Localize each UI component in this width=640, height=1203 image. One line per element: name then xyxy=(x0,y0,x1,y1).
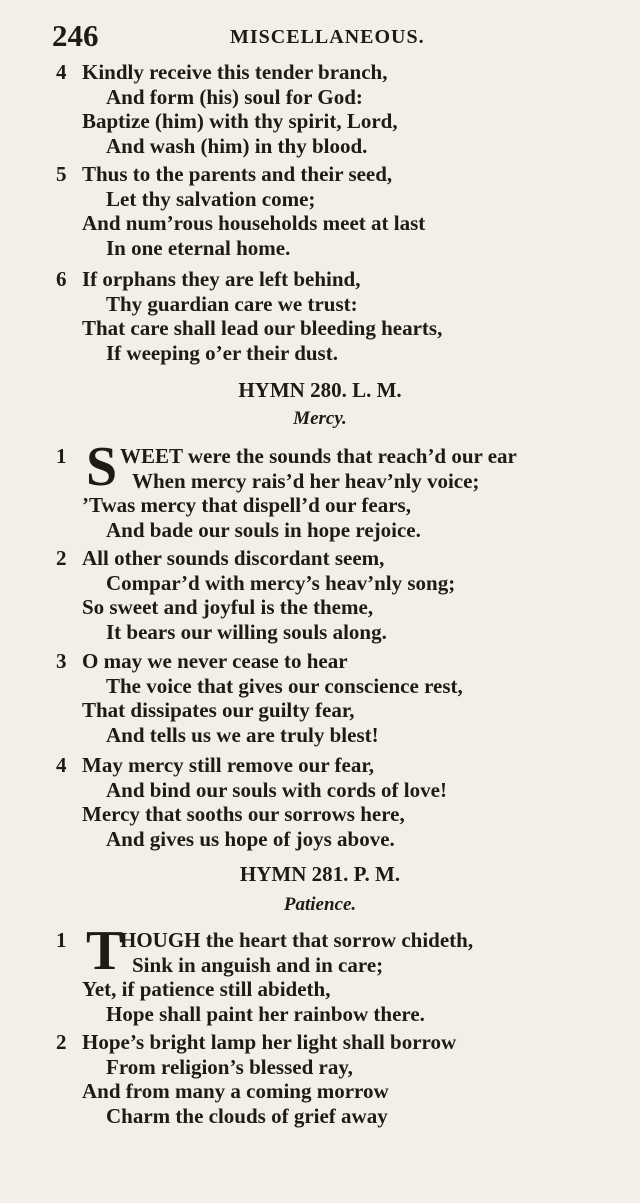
verse-line: Baptize (him) with thy spirit, Lord, xyxy=(82,109,398,133)
verse-line: Thy guardian care we trust: xyxy=(106,291,358,316)
verse-line: Hope shall paint her rainbow there. xyxy=(106,1001,425,1026)
stanza-number: 5 xyxy=(56,162,67,186)
page-number: 246 xyxy=(52,18,99,53)
stanza-280-1 xyxy=(56,436,626,542)
verse-line: When mercy rais’d her heav’nly voice; xyxy=(132,468,480,493)
stanza-279-6 xyxy=(56,267,626,365)
verse-line: And gives us hope of joys above. xyxy=(106,826,395,851)
verse-line: HOUGH the heart that sorrow chideth, xyxy=(120,928,474,952)
verse-line: From religion’s blessed ray, xyxy=(106,1054,353,1079)
verse-line: Compar’d with mercy’s heav’nly song; xyxy=(106,570,456,595)
verse-line: Charm the clouds of grief away xyxy=(106,1103,388,1128)
stanza-number: 2 xyxy=(56,1030,67,1054)
stanza-number: 1 xyxy=(56,444,67,468)
stanza-280-4 xyxy=(56,753,626,851)
stanza-280-2 xyxy=(56,546,626,644)
verse-line: If orphans they are left behind, xyxy=(82,267,361,291)
stanza-number: 3 xyxy=(56,649,67,673)
drop-cap: S xyxy=(86,436,118,498)
stanza-number: 4 xyxy=(56,60,67,84)
hymn-title: HYMN 281. P. M. xyxy=(239,862,401,886)
verse-line: That dissipates our guilty fear, xyxy=(82,698,355,722)
verse-line: And form (his) soul for God: xyxy=(106,84,363,109)
verse-line: That care shall lead our bleeding hearts, xyxy=(82,316,443,340)
hymn-subtitle: Mercy. xyxy=(293,408,347,429)
stanza-279-5 xyxy=(56,162,626,260)
verse-line: And tells us we are truly blest! xyxy=(106,722,379,747)
running-head: MISCELLANEOUS. xyxy=(230,26,425,48)
verse-line: May mercy still remove our fear, xyxy=(82,753,374,777)
verse-line: Thus to the parents and their seed, xyxy=(82,162,393,186)
stanza-280-3 xyxy=(56,649,626,747)
verse-line: It bears our willing souls along. xyxy=(106,619,387,644)
verse-line: In one eternal home. xyxy=(106,235,291,260)
verse-line: And from many a coming morrow xyxy=(82,1079,389,1103)
verse-line: And wash (him) in thy blood. xyxy=(106,133,368,158)
drop-cap: T xyxy=(86,920,124,982)
stanza-number: 4 xyxy=(56,753,67,777)
verse-line: And num’rous households meet at last xyxy=(82,211,426,235)
verse-line: Hope’s bright lamp her light shall borrow xyxy=(82,1030,457,1054)
page-header xyxy=(52,18,612,52)
verse-line: O may we never cease to hear xyxy=(82,649,348,673)
stanza-279-4 xyxy=(56,60,626,158)
verse-line: Let thy salvation come; xyxy=(106,186,316,211)
verse-line: Yet, if patience still abideth, xyxy=(82,977,331,1001)
stanza-281-2 xyxy=(56,1030,626,1128)
verse-line: ’Twas mercy that dispell’d our fears, xyxy=(82,493,411,517)
verse-line: Sink in anguish and in care; xyxy=(132,952,384,977)
stanza-number: 1 xyxy=(56,928,67,952)
verse-line: The voice that gives our conscience rest, xyxy=(106,673,463,698)
verse-line: And bade our souls in hope rejoice. xyxy=(106,517,421,542)
stanza-number: 6 xyxy=(56,267,67,291)
hymn-subtitle: Patience. xyxy=(283,894,357,915)
verse-line: WEET were the sounds that reach’d our ear xyxy=(120,444,517,468)
verse-line: Kindly receive this tender branch, xyxy=(82,60,388,84)
verse-line: So sweet and joyful is the theme, xyxy=(82,595,374,619)
verse-line: If weeping o’er their dust. xyxy=(106,340,338,365)
verse-line: All other sounds discordant seem, xyxy=(82,546,385,570)
stanza-number: 2 xyxy=(56,546,67,570)
verse-line: And bind our souls with cords of love! xyxy=(106,777,447,802)
verse-line: Mercy that sooths our sorrows here, xyxy=(82,802,405,826)
hymn-title: HYMN 280. L. M. xyxy=(238,378,402,402)
stanza-281-1 xyxy=(56,920,626,1026)
